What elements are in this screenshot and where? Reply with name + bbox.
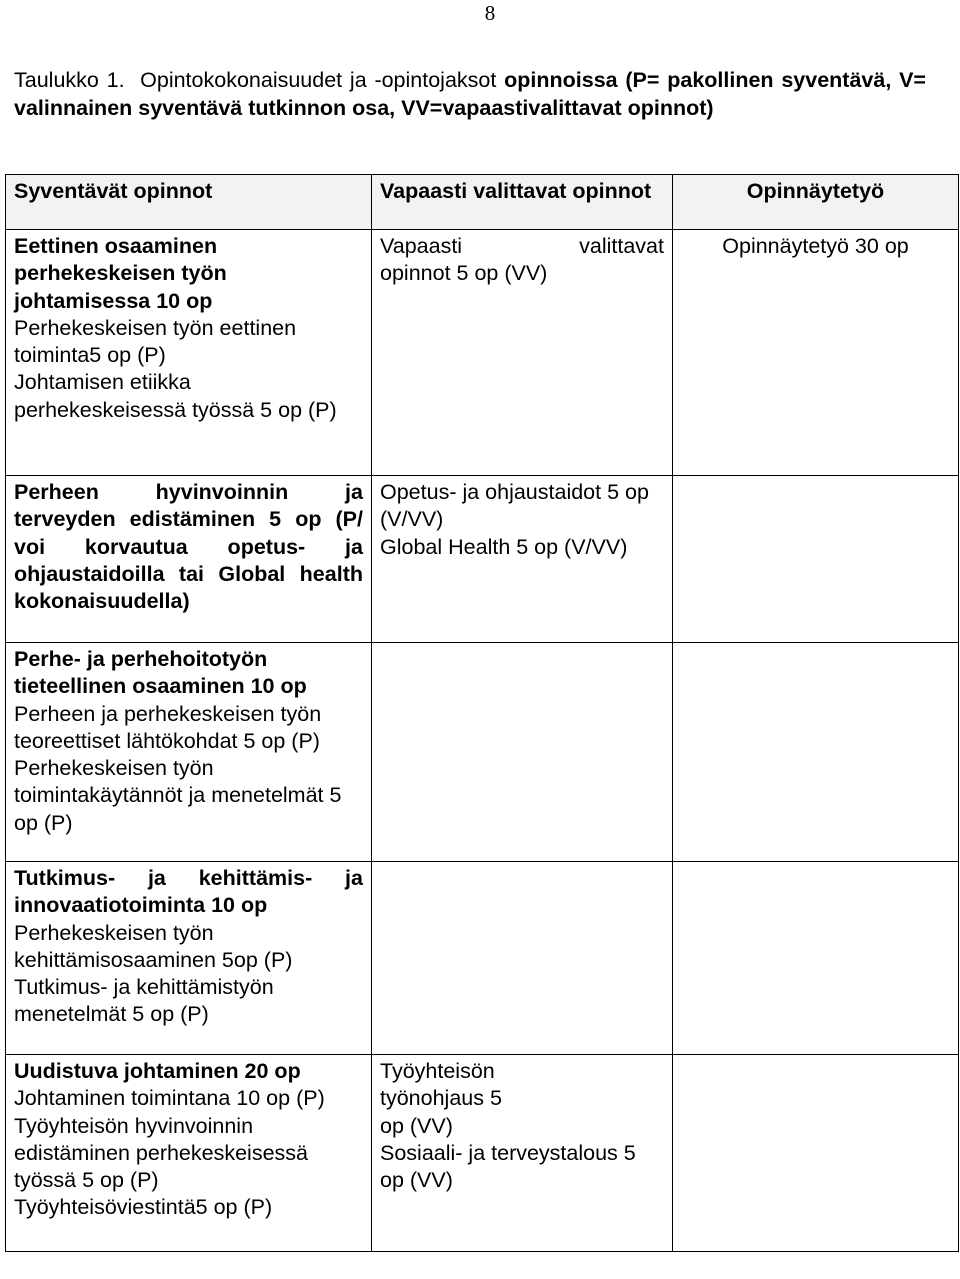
free-electives-first-line	[380, 233, 664, 260]
module-title: Uudistuva johtaminen 20 op	[14, 1059, 301, 1083]
module-title: Eettinen osaaminen perhekeskeisen työn johtamisessa 10 op	[14, 234, 227, 313]
module-title: Perhe- ja perhehoitotyön tieteellinen osaaminen 10 op	[14, 647, 307, 699]
table-caption	[14, 66, 926, 122]
cell-family-wellbeing-module	[6, 476, 372, 643]
cell-free-electives	[372, 230, 673, 476]
cell-empty	[372, 862, 673, 1055]
header-thesis: Opinnäytetyö	[673, 175, 959, 230]
cell-family-nursing-module	[6, 643, 372, 862]
header-advanced-studies: Syventävät opinnot	[6, 175, 372, 230]
caption-label: Taulukko 1.	[14, 68, 125, 92]
course-item: Johtaminen toimintana 10 op (P)	[14, 1086, 325, 1111]
course-item: Työyhteisön työnohjaus 5 op (VV)	[380, 1059, 502, 1138]
cell-optional-courses	[372, 476, 673, 643]
table-header-row	[6, 175, 959, 230]
course-item: Perheen ja perhekeskeisen työn teoreettiset lähtökohdat 5 op (P)	[14, 701, 322, 753]
course-item: Sosiaali- ja terveystalous 5 op (VV)	[380, 1140, 636, 1193]
free-electives-word-1: Vapaasti	[380, 234, 463, 258]
cell-leadership-module	[6, 1055, 372, 1252]
header-free-electives: Vapaasti valittavat opinnot	[372, 175, 673, 230]
table-row	[6, 230, 959, 476]
table-row	[6, 862, 959, 1055]
cell-empty	[673, 643, 959, 862]
course-item: Perhekeskeisen työn kehittämisosaaminen 5op (P)	[14, 920, 293, 972]
cell-research-module	[6, 862, 372, 1055]
cell-empty	[673, 862, 959, 1055]
course-item: Työyhteisöviestintä5 op (P)	[14, 1195, 273, 1220]
caption-text-plain: Opintokokonaisuudet ja -opintojaksot	[140, 68, 497, 92]
cell-ethics-module	[6, 230, 372, 476]
table-row	[6, 1055, 959, 1252]
course-item: Perhekeskeisen työn toimintakäytännöt ja menetelmät 5 op (P)	[14, 756, 342, 835]
cell-empty	[372, 643, 673, 862]
course-item: Opetus- ja ohjaustaidot 5 op (V/VV)	[380, 480, 649, 532]
study-modules-table	[5, 174, 959, 1252]
caption-text-bold: opinnoissa (P= pakollinen syventävä, V= valinnainen syventävä tutkinnon osa, VV=vapaastivalittavat opinnot)	[14, 68, 926, 120]
cell-thesis: Opinnäytetyö 30 op	[673, 230, 959, 476]
cell-leadership-electives	[372, 1055, 673, 1252]
course-item: Global Health 5 op (V/VV)	[380, 534, 628, 559]
cell-empty	[673, 1055, 959, 1252]
free-electives-credits: opinnot 5 op (VV)	[380, 261, 548, 286]
table-row	[6, 643, 959, 862]
course-item: Perhekeskeisen työn eettinen toiminta5 op (P)	[14, 315, 297, 368]
module-title: Tutkimus- ja kehittämis- ja innovaatiotoiminta 10 op	[14, 866, 363, 918]
course-item: Johtamisen etiikka perhekeskeisessä työssä 5 op (P)	[14, 370, 337, 422]
cell-empty	[673, 476, 959, 643]
table-row	[6, 476, 959, 643]
course-item: Tutkimus- ja kehittämistyön menetelmät 5 op (P)	[14, 975, 274, 1027]
page-number: 8	[484, 1, 496, 25]
free-electives-word-2: valittavat	[579, 234, 664, 258]
course-item: Työyhteisön hyvinvoinnin edistäminen perhekeskeisessä työssä 5 op (P)	[14, 1113, 308, 1193]
module-title: Perheen hyvinvoinnin ja terveyden edistäminen 5 op (P/ voi korvautua opetus- ja ohjaustaidoilla tai Global health kokonaisuudella)	[14, 480, 363, 614]
